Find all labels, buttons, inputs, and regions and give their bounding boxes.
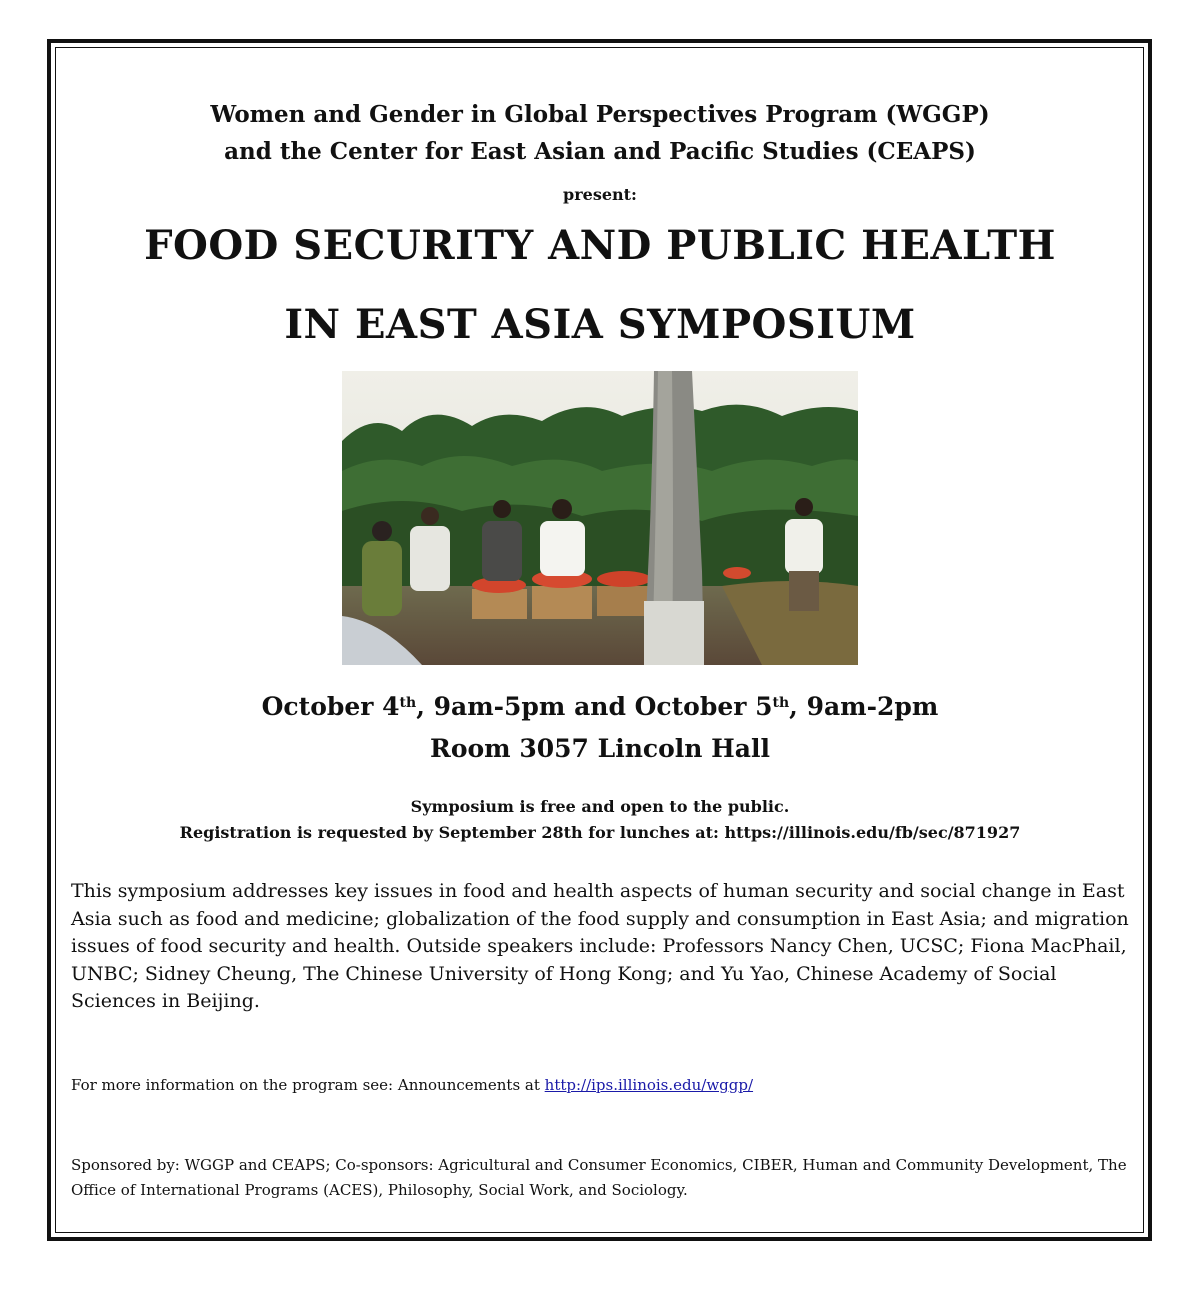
event-title-line-2: IN EAST ASIA SYMPOSIUM [284,301,916,348]
organizer-line-1: Women and Gender in Global Perspectives Program (WGGP) [210,101,990,128]
date-1-suffix: th [399,695,417,711]
free-notice: Symposium is free and open to the public. [410,797,790,816]
date-1-time: , 9am-5pm and October 5 [416,692,773,721]
description: This symposium addresses key issues in food and health aspects of human security and social change in East Asia such as food and medicine; globalization of the food supply and consumption in East Asia; and migration issues of food security and health. Outside speakers include: Professors Nancy Chen, UCSC; Fiona MacPhail, UNBC; Sidney Cheung, The Chinese University of Hong Kong; and Yu Yao, Chinese Academy of Social Sciences in Beijing. [71,880,1129,1012]
market-photo [342,371,858,665]
organizers [0,96,1200,170]
wggp-link[interactable]: http://ips.illinois.edu/wggp/ [544,1076,754,1094]
event-title-line-1: FOOD SECURITY AND PUBLIC HEALTH [144,222,1056,269]
more-info [71,1076,753,1094]
date-2-suffix: th [772,695,790,711]
organizer-line-2: and the Center for East Asian and Pacific Studies (CEAPS) [224,138,976,165]
date-2-time: , 9am-2pm [789,692,939,721]
present-label: present: [563,185,637,204]
sponsors: Sponsored by: WGGP and CEAPS; Co-sponsors: Agricultural and Consumer Economics, CIBER, Human and Community Development, The Office of International Programs (ACES), Philosophy, Social Work, and Sociology. [71,1156,1127,1199]
more-info-text: For more information on the program see: Announcements at [71,1076,545,1094]
event-dates [0,692,1200,721]
date-1: October 4 [261,692,400,721]
registration-notice: Registration is requested by September 28th for lunches at: https://illinois.edu/fb/sec/871927 [179,823,1021,842]
event-room: Room 3057 Lincoln Hall [430,734,770,763]
